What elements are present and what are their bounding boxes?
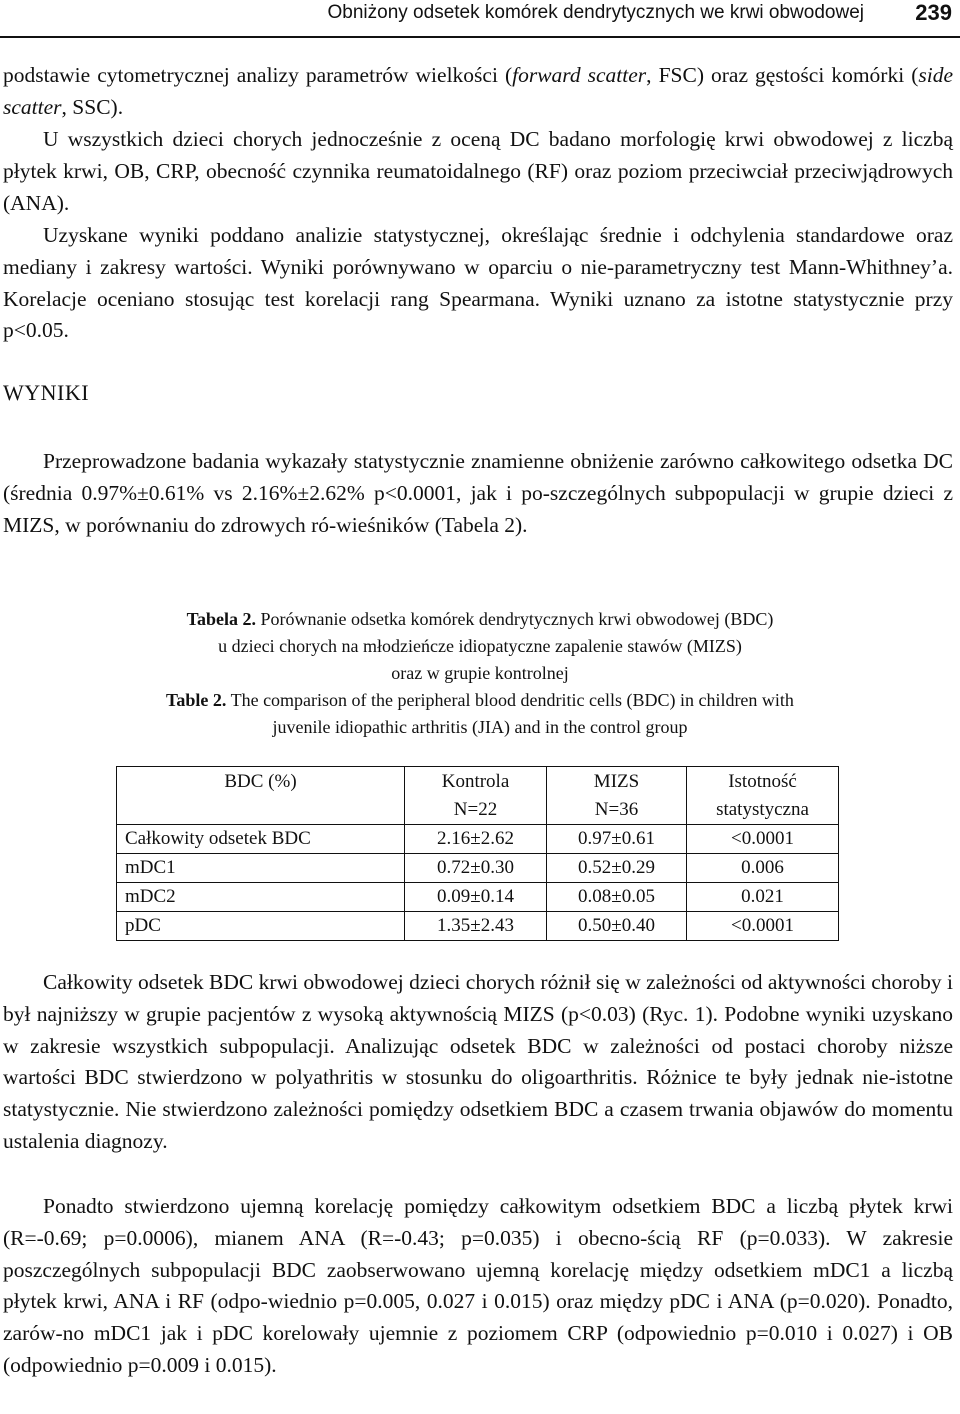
table-cell: 0.08±0.05 (547, 883, 687, 912)
table-cell: mDC2 (117, 883, 405, 912)
table-cell: 0.72±0.30 (405, 854, 547, 883)
table-row (117, 912, 839, 941)
results-paragraph-2: Całkowity odsetek BDC krwi obwodowej dzieci chorych różnił się w zależności od aktywności choroby i był najniższy w grupie pacjentów z wysoką aktywnością MIZS (p<0.03) (Ryc. 1). Podobne wyniki uzyskano w zakresie wszystkich subpopulacji. Analizując odsetek BDC w zależności od postaci choroby niższe wartości BDC stwierdzono w polyathritis w stosunku do oligoarthritis. Różnice te były jednak nie-istotne statystycznie. Nie stwierdzono zależności pomiędzy odsetkiem BDC a czasem trwania objawów do momentu ustalenia diagnozy. (3, 970, 953, 1153)
running-title: Obniżony odsetek komórek dendrytycznych we krwi obwodowej (327, 2, 864, 23)
section-title-results: WYNIKI (3, 380, 90, 405)
table-cell: <0.0001 (687, 912, 839, 941)
table-cell: 0.97±0.61 (547, 825, 687, 854)
methods-paragraph-1: podstawie cytometrycznej analizy parametrów wielkości (forward scatter, FSC) oraz gęstości komórki (side scatter, SSC). (3, 63, 953, 119)
table-cell: <0.0001 (687, 825, 839, 854)
table-caption-english: Table 2. The comparison of the peripheral blood dendritic cells (BDC) in children with juvenile idiopathic arthritis (JIA) and in the control group (166, 690, 794, 737)
table-header-row (117, 767, 839, 825)
table-cell: pDC (117, 912, 405, 941)
table-cell: 0.021 (687, 883, 839, 912)
table-row (117, 854, 839, 883)
methods-paragraph-3: Uzyskane wyniki poddano analizie statystycznej, określając średnie i odchylenia standardowe oraz mediany i zakresy wartości. Wyniki porównywano w oparciu o nie-parametryczny test Mann-Whithney’a. Korelacje oceniano stosując test korelacji rang Spearmana. Wyniki uznano za istotne statystycznie przy p<0.05. (3, 223, 953, 343)
table-cell: 0.50±0.40 (547, 912, 687, 941)
page-number: 239 (915, 0, 952, 25)
running-header (0, 0, 960, 40)
table-cell: mDC1 (117, 854, 405, 883)
table-header-cell: Istotność statystyczna (687, 767, 839, 825)
table-header-cell: Kontrola N=22 (405, 767, 547, 825)
methods-paragraph-2: U wszystkich dzieci chorych jednocześnie z oceną DC badano morfologię krwi obwodowej z liczbą płytek krwi, OB, CRP, obecność czynnika reumatoidalnego (RF) oraz poziom przeciwciał przeciwjądrowych (ANA). (3, 127, 953, 215)
table-row (117, 883, 839, 912)
table-row (117, 825, 839, 854)
results-paragraph-1: Przeprowadzone badania wykazały statystycznie znamienne obniżenie zarówno całkowitego odsetka DC (średnia 0.97%±0.61% vs 2.16%±2.62% p<0.0001, jak i po-szczególnych subpopulacji w grupie dzieci z MIZS, w porównaniu do zdrowych ró-wieśników (Tabela 2). (3, 449, 953, 537)
table-cell: 0.09±0.14 (405, 883, 547, 912)
table-caption-polish: Tabela 2. Porównanie odsetka komórek dendrytycznych krwi obwodowej (BDC) u dzieci chorych na młodzieńcze idiopatyczne zapalenie stawów (MIZS) oraz w grupie kontrolnej (186, 609, 774, 683)
results-paragraph-3: Ponadto stwierdzono ujemną korelację pomiędzy całkowitym odsetkiem BDC a liczbą płytek krwi (R=-0.69; p=0.0006), mianem ANA (R=-0.43; p=0.035) i obecno-ścią RF (p=0.033). W zakresie poszczególnych subpopulacji BDC zaobserwowano ujemną korelację między odsetkiem mDC1 a liczbą płytek krwi, ANA i RF (odpo-wiednio p=0.005, 0.027 i 0.015) oraz między pDC i ANA (p=0.020). Ponadto, zarów-no mDC1 jak i pDC korelowały ujemnie z poziomem CRP (odpowiednio p=0.010 i 0.027) i OB (odpowiednio p=0.009 i 0.015). (3, 1194, 953, 1377)
table-header-cell: MIZS N=36 (547, 767, 687, 825)
header-rule (0, 36, 960, 38)
table-cell: Całkowity odsetek BDC (117, 825, 405, 854)
table-cell: 2.16±2.62 (405, 825, 547, 854)
table-header-cell: BDC (%) (117, 767, 405, 825)
bdc-comparison-table (116, 766, 839, 941)
table-cell: 0.52±0.29 (547, 854, 687, 883)
table-cell: 0.006 (687, 854, 839, 883)
table-cell: 1.35±2.43 (405, 912, 547, 941)
